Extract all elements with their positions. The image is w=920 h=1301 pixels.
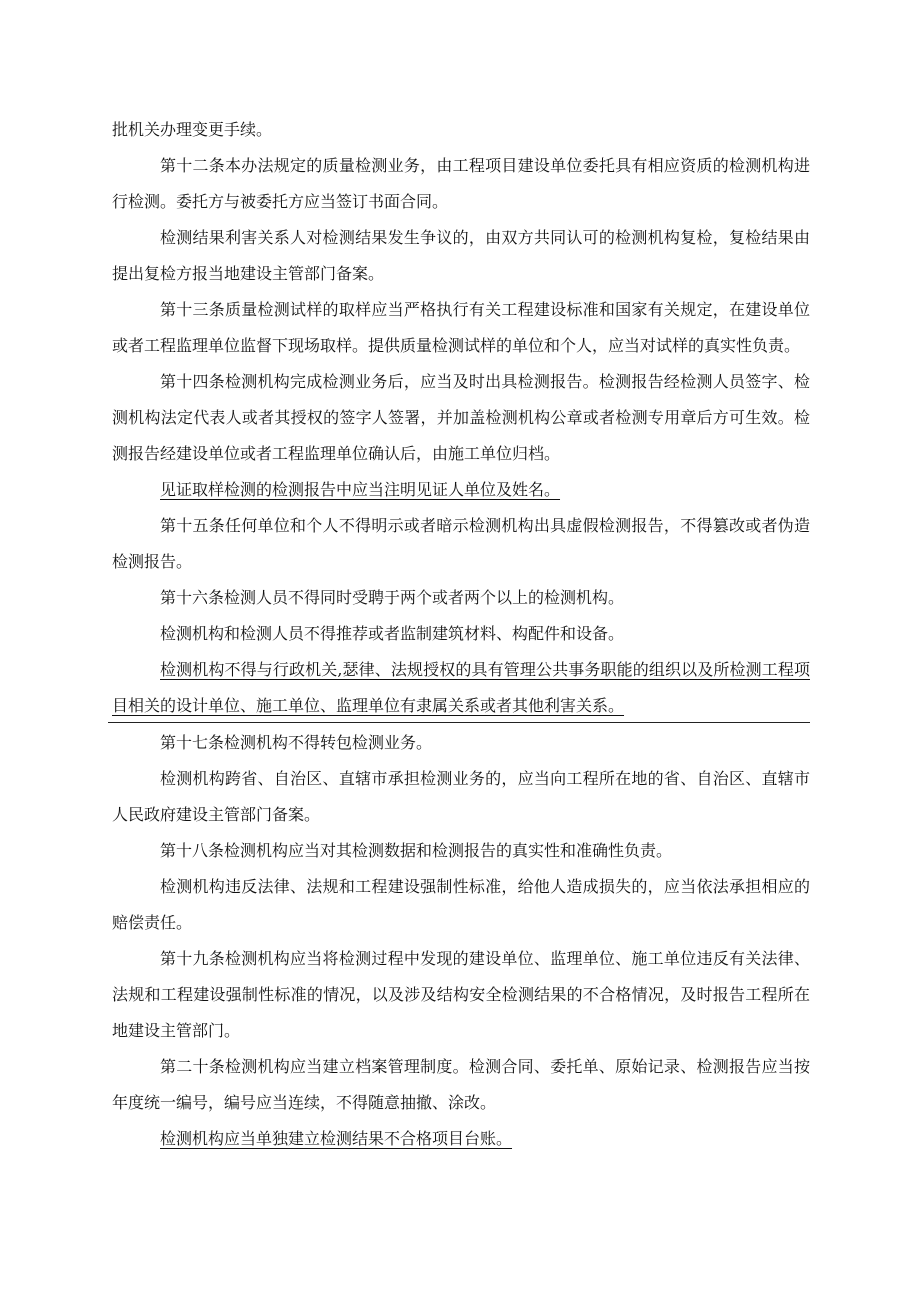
paragraph-article-18: 第十八条检测机构应当对其检测数据和检测报告的真实性和准确性负责。 (160, 841, 673, 860)
paragraph-no-recommend: 检测机构和检测人员不得推荐或者监制建筑材料、构配件和设备。 (160, 624, 625, 643)
paragraph-article-14: 第十四条检测机构完成检测业务后，应当及时出具检测报告。检测报告经检测人员签字、检测机构法定代表人或者其授权的签字人签署，并加盖检测机构公章或者检测专用章后方可生效。检测报告经建设单位或者工程监理单位确认后，由施工单位归档。 (112, 372, 810, 463)
document-page (112, 112, 810, 1157)
paragraph-article-16: 第十六条检测人员不得同时受聘于两个或者两个以上的检测机构。 (160, 588, 625, 607)
paragraph-article-12: 第十二条本办法规定的质量检测业务，由工程项目建设单位委托具有相应资质的检测机构进行检测。委托方与被委托方应当签订书面合同。 (112, 156, 810, 211)
paragraph-witness-sampling (112, 472, 810, 508)
paragraph-article-19: 第十九条检测机构应当将检测过程中发现的建设单位、监理单位、施工单位违反有关法律、法规和工程建设强制性标准的情况，以及涉及结构安全检测结果的不合格情况，及时报告工程所在地建设主管部门。 (112, 949, 810, 1040)
paragraph-cross-province: 检测机构跨省、自治区、直辖市承担检测业务的，应当向工程所在地的省、自治区、直辖市人民政府建设主管部门备案。 (112, 769, 810, 824)
underlined-text: 检测机构应当单独建立检测结果不合格项目台账。 (160, 1129, 513, 1148)
paragraph-article-13: 第十三条质量检测试样的取样应当严格执行有关工程建设标准和国家有关规定，在建设单位或者工程监理单位监督下现场取样。提供质量检测试样的单位和个人，应当对试样的真实性负责。 (112, 300, 810, 355)
paragraph-article-17: 第十七条检测机构不得转包检测业务。 (160, 733, 433, 752)
paragraph-article-15: 第十五条任何单位和个人不得明示或者暗示检测机构出具虚假检测报告，不得篡改或者伪造检测报告。 (112, 516, 810, 571)
paragraph-failed-ledger (112, 1121, 810, 1157)
paragraph-article-20: 第二十条检测机构应当建立档案管理制度。检测合同、委托单、原始记录、检测报告应当按年度统一编号，编号应当连续，不得随意抽撤、涂改。 (112, 1057, 810, 1112)
paragraph-compensation: 检测机构违反法律、法规和工程建设强制性标准，给他人造成损失的，应当依法承担相应的赔偿责任。 (112, 877, 810, 932)
underlined-text: 检测机构不得与行政机关,瑟律、法规授权的具有管理公共事务职能的组织以及所检测工程项目相关的设计单位、施工单位、监理单位有隶属关系或者其他利害关系。 (112, 660, 810, 715)
paragraph-approval-change: 批机关办理变更手续。 (112, 120, 273, 139)
underlined-text: 见证取样检测的检测报告中应当注明见证人单位及姓名。 (160, 480, 561, 499)
paragraph-no-affiliation (112, 652, 810, 724)
paragraph-recheck-dispute: 检测结果利害关系人对检测结果发生争议的，由双方共同认可的检测机构复检，复检结果由提出复检方报当地建设主管部门备案。 (112, 228, 810, 283)
